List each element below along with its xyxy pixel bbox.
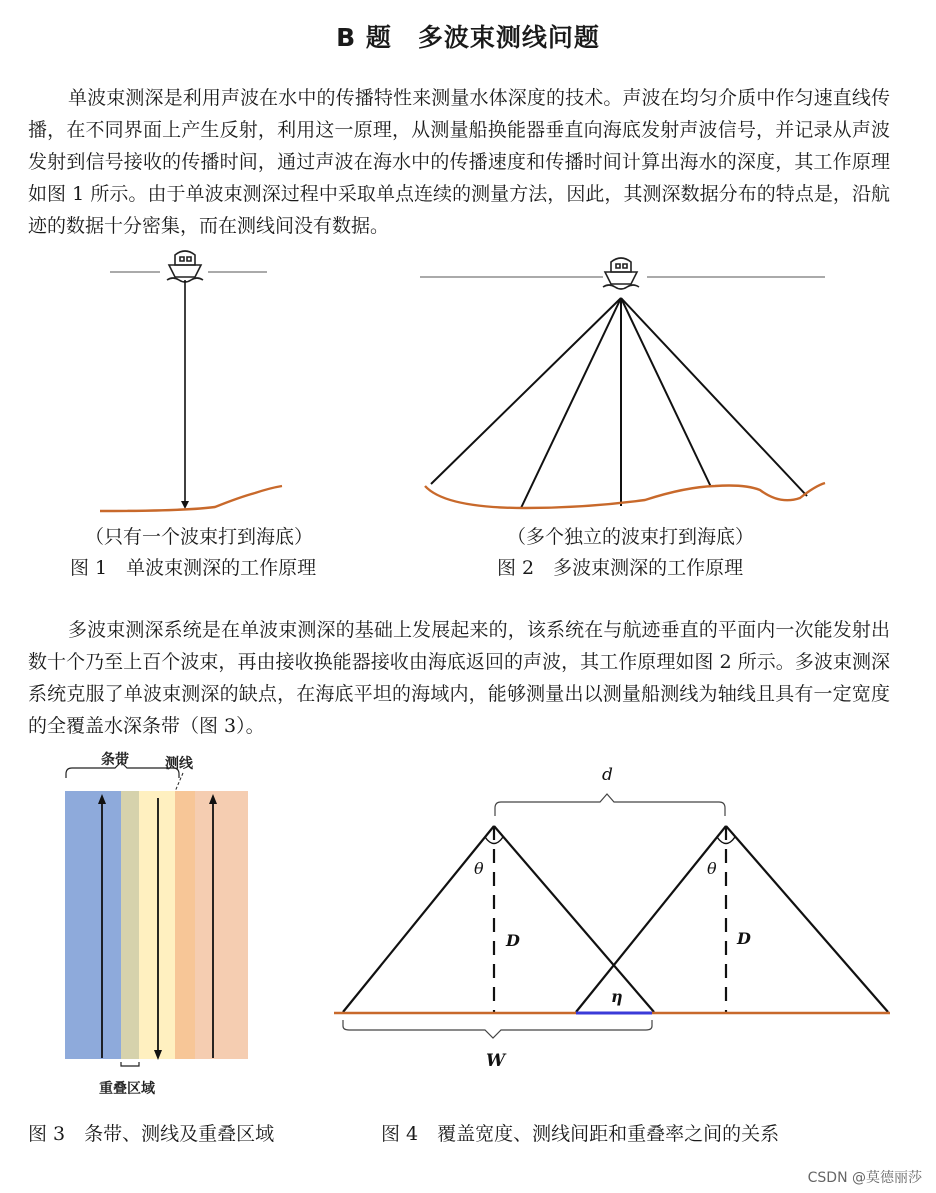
paragraph-1: 单波束测深是利用声波在水中的传播特性来测量水体深度的技术。声波在均匀介质中作匀速直线传播，在不同界面上产生反射，利用这一原理，从测量船换能器垂直向海底发射声波信号，并记录从声波发射到信号接收的传播时间，通过声波在海水中的传播速度和传播时间计算出海水的深度，其工作原理如图 1 所示。由于单波束测深过程中采取单点连续的测量方法，因此，其测深数据分布的特点是，沿航迹的数据十分密集，而在测线间没有数据。 — [28, 87, 890, 237]
figure-1-caption: 图 1 单波束测深的工作原理 — [70, 557, 317, 579]
label-survey-line: 测线 — [165, 756, 193, 772]
watermark: CSDN @莫德丽莎 — [807, 1170, 922, 1186]
page-title: B 题 多波束测线问题 — [336, 23, 600, 52]
label-D-2: D — [737, 929, 751, 948]
ship-icon — [167, 251, 203, 282]
figure-4-caption: 图 4 覆盖宽度、测线间距和重叠率之间的关系 — [381, 1123, 780, 1145]
label-theta-2: θ — [707, 859, 717, 878]
seabed-curve — [100, 486, 282, 511]
figure-2-multi-beam — [415, 250, 835, 510]
figure-2-caption: 图 2 多波束测深的工作原理 — [497, 557, 744, 579]
figure-2-sublabel: （多个独立的波束打到海底） — [507, 526, 755, 548]
label-strip: 条带 — [101, 752, 129, 768]
figure-3-strips — [55, 748, 270, 1103]
label-W: W — [486, 1051, 506, 1071]
figure-1-single-beam — [95, 245, 295, 520]
seabed-curve — [425, 483, 825, 508]
label-D-1: D — [506, 931, 520, 950]
label-eta: η — [611, 987, 623, 1006]
label-theta-1: θ — [474, 859, 484, 878]
paragraph-2: 多波束测深系统是在单波束测深的基础上发展起来的，该系统在与航迹垂直的平面内一次能发射出数十个乃至上百个波束，再由接收换能器接收由海底返回的声波，其工作原理如图 2 所示。多波束测深系统克服了单波束测深的缺点，在海底平坦的海域内，能够测量出以测量船测线为轴线且具有一定宽度的全覆盖水深条带（图 3）。 — [28, 619, 890, 737]
figure-1-sublabel: （只有一个波束打到海底） — [85, 526, 314, 548]
label-overlap-region: 重叠区域 — [99, 1081, 155, 1097]
ship-icon — [603, 258, 639, 289]
figure-3-caption: 图 3 条带、测线及重叠区域 — [28, 1123, 275, 1145]
figure-4-coverage — [330, 760, 895, 1075]
label-d: d — [602, 765, 613, 785]
